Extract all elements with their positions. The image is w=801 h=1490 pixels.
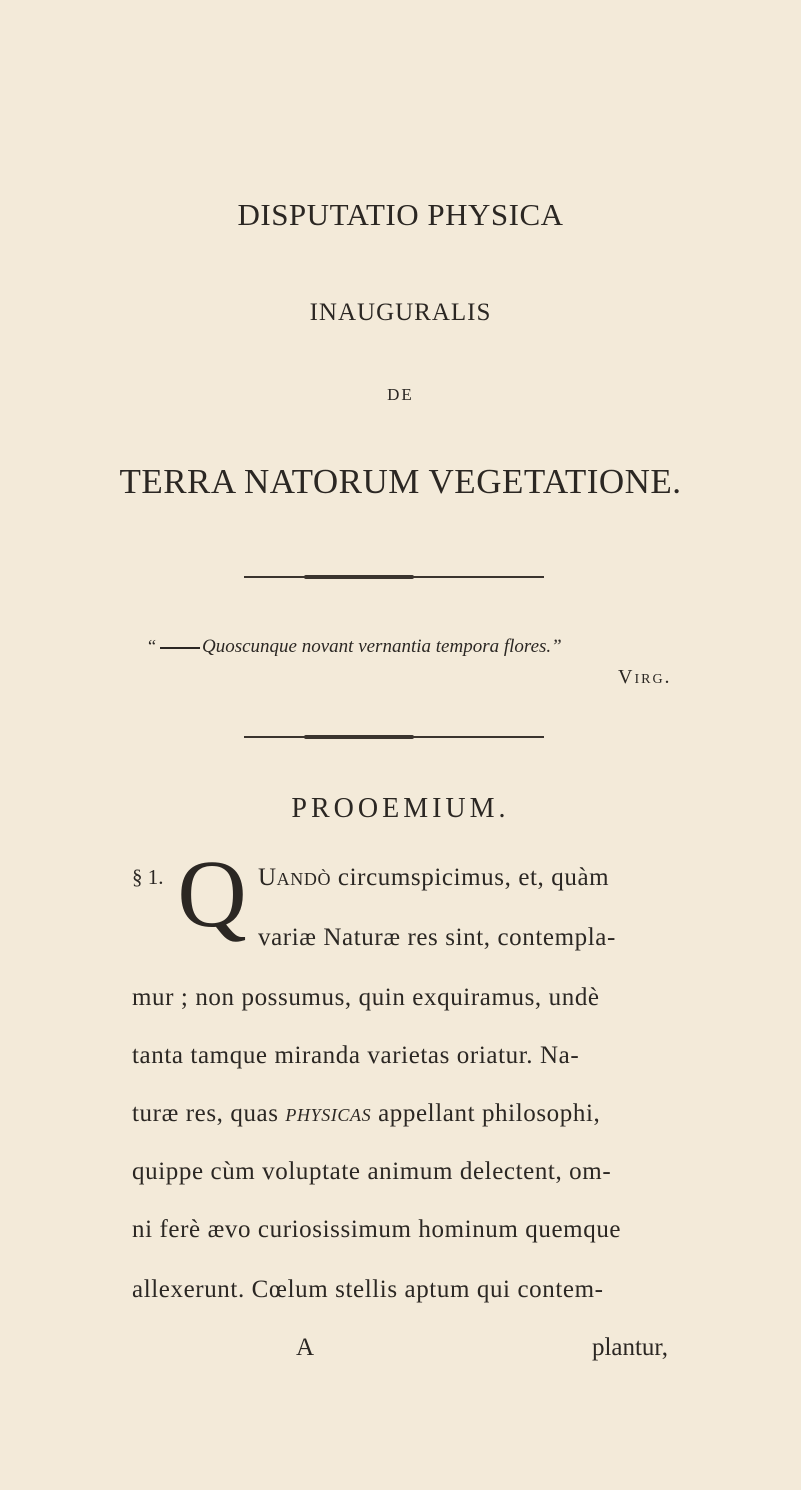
text-line-4: tanta tamque miranda varietas oriatur. Na- [132,1042,580,1069]
text-line-5 [132,1100,600,1128]
text-line-5-a: turæ res, quas [132,1100,286,1127]
text-line-6: quippe cùm voluptate animum delectent, om- [132,1158,612,1185]
title-line-3: DE [387,385,414,404]
signature-mark: A [296,1334,315,1361]
section-heading: PROOEMIUM. [291,793,510,824]
catchword: plantur, [591,1334,668,1361]
text-line-7: ni ferè ævo curiosissimum hominum quemque [132,1216,622,1243]
section-mark: § 1. [132,865,164,889]
title-line-1: DISPUTATIO PHYSICA [237,197,564,232]
ornamental-rule-top [244,576,544,578]
drop-cap: Q [177,840,247,947]
text-line-1 [258,864,609,892]
epigraph-dash [160,647,200,649]
epigraph-attribution: Virg. [618,666,672,688]
text-line-1-smallcaps: Uandò [258,864,332,891]
epigraph-open-quote: “ [148,636,156,656]
epigraph-text: Quoscunque novant vernantia tempora flores.” [202,636,562,657]
text-line-2: variæ Naturæ res sint, contempla- [258,924,616,951]
text-line-5-c: appellant philosophi, [371,1100,601,1127]
text-line-5-physicas: physicas [285,1100,372,1127]
text-line-8: allexerunt. Cœlum stellis aptum qui contem- [132,1276,604,1303]
ornamental-rule-bottom [244,736,544,738]
text-line-3: mur ; non possumus, quin exquiramus, undè [132,984,600,1011]
epigraph [148,636,562,658]
title-line-4: TERRA NATORUM VEGETATIONE. [119,462,682,501]
title-line-2: INAUGURALIS [309,299,492,326]
text-line-1-rest: circumspicimus, et, quàm [331,864,610,891]
